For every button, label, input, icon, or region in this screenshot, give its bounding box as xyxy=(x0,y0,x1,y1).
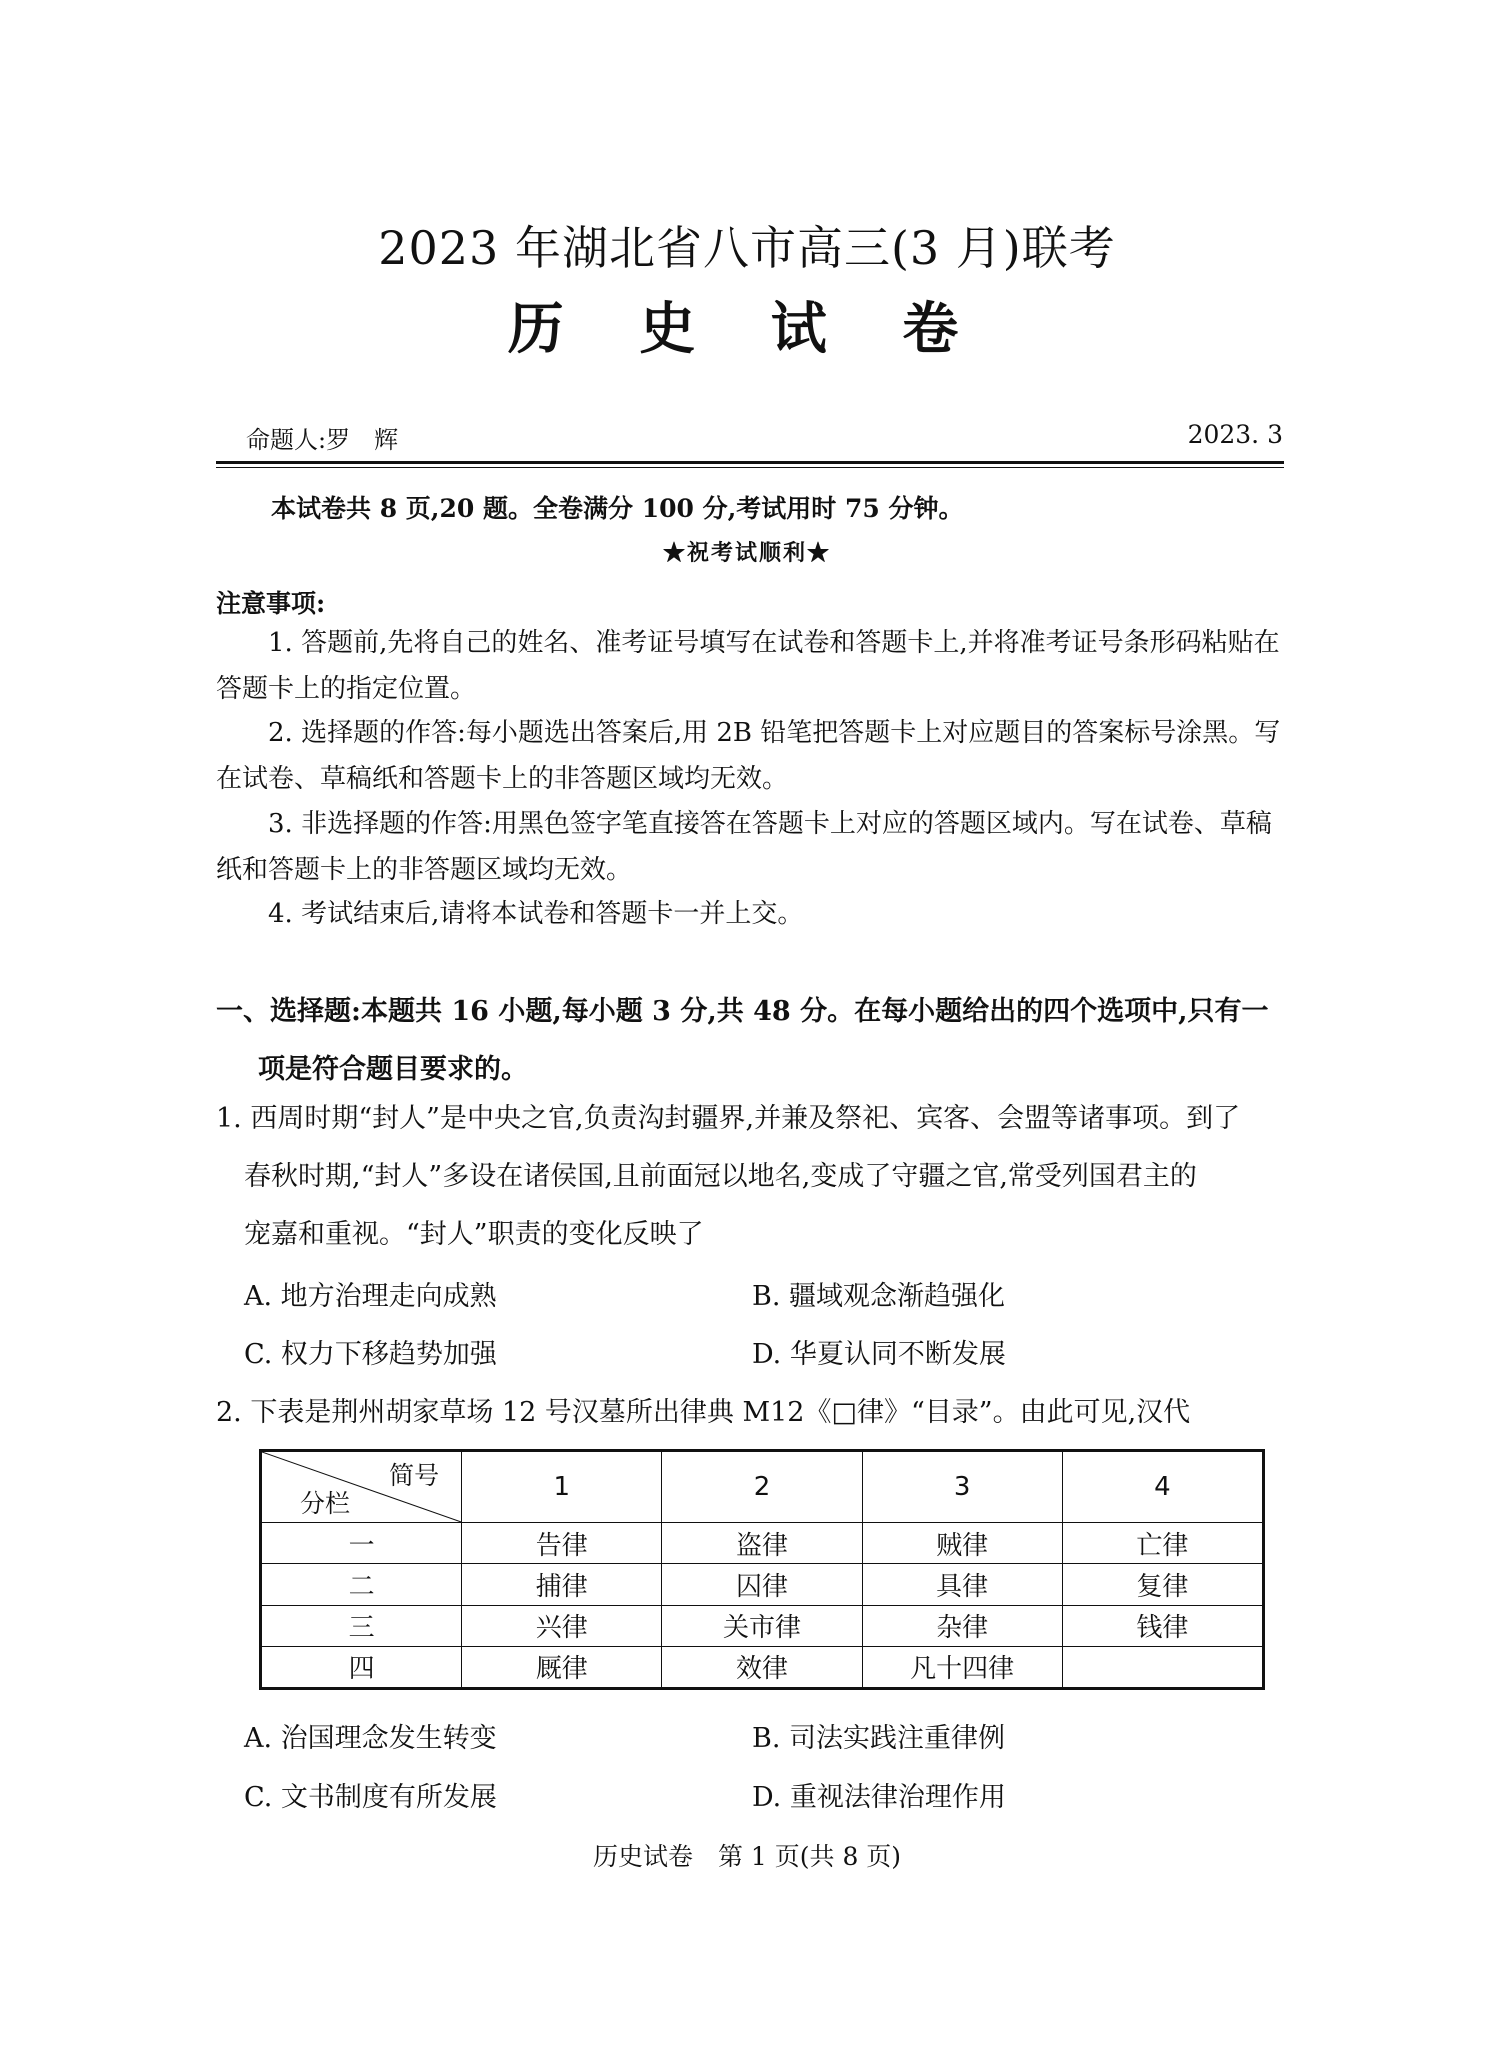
question-1-line1: 1. 西周时期“封人”是中央之官,负责沟封疆界,并兼及祭祀、宾客、会盟等诸事项。到了 xyxy=(216,1103,1241,1134)
table-row xyxy=(262,1564,1263,1605)
statute-table xyxy=(259,1449,1265,1690)
table-cell: 亡律 xyxy=(1062,1523,1262,1564)
notes-title: 注意事项: xyxy=(216,589,326,618)
table-cell: 盗律 xyxy=(662,1523,862,1564)
note-item: 4. 考试结束后,请将本试卷和答题卡一并上交。 xyxy=(268,899,804,929)
table-cell: 厩律 xyxy=(462,1646,662,1687)
question-2-option-c: C. 文书制度有所发展 xyxy=(244,1782,497,1813)
question-2-option-b: B. 司法实践注重律例 xyxy=(752,1723,1006,1754)
question-1-option-a: A. 地方治理走向成熟 xyxy=(244,1281,497,1312)
table-row xyxy=(262,1523,1263,1564)
exam-title: 2023 年湖北省八市高三(3 月)联考 xyxy=(378,221,1116,275)
section-heading-line1: 一、选择题:本题共 16 小题,每小题 3 分,共 48 分。在每小题给出的四个选项中,只有一 xyxy=(216,996,1269,1027)
table-cell: 凡十四律 xyxy=(862,1646,1062,1687)
table-column-header: 2 xyxy=(662,1452,862,1523)
table-row-label: 四 xyxy=(262,1646,462,1687)
table-cell: 杂律 xyxy=(862,1605,1062,1646)
table-cell: 贼律 xyxy=(862,1523,1062,1564)
table-cell: 具律 xyxy=(862,1564,1062,1605)
exam-summary: 本试卷共 8 页,20 题。全卷满分 100 分,考试用时 75 分钟。 xyxy=(271,494,964,523)
table-column-header: 3 xyxy=(862,1452,1062,1523)
question-1-option-d: D. 华夏认同不断发展 xyxy=(752,1339,1006,1370)
section-heading xyxy=(216,983,1284,1099)
question-1-option-c: C. 权力下移趋势加强 xyxy=(244,1339,497,1370)
table-cell: 关市律 xyxy=(662,1605,862,1646)
table-header-row xyxy=(262,1452,1263,1523)
subject-title: 历 史 试 卷 xyxy=(507,296,987,362)
note-item: 1. 答题前,先将自己的姓名、准考证号填写在试卷和答题卡上,并将准考证号条形码粘贴在答题卡上的指定位置。 xyxy=(216,628,1280,704)
table-column-header: 4 xyxy=(1062,1452,1262,1523)
table-cell: 复律 xyxy=(1062,1564,1262,1605)
table-row-label: 三 xyxy=(262,1605,462,1646)
table-row xyxy=(262,1646,1263,1687)
table-cell: 兴律 xyxy=(462,1605,662,1646)
question-1-option-b: B. 疆域观念渐趋强化 xyxy=(752,1281,1006,1312)
question-1-line3: 宠嘉和重视。“封人”职责的变化反映了 xyxy=(244,1219,704,1250)
table-cell: 告律 xyxy=(462,1523,662,1564)
corner-label-bottom: 分栏 xyxy=(300,1489,351,1518)
question-1-line2: 春秋时期,“封人”多设在诸侯国,且前面冠以地名,变成了守疆之官,常受列国君主的 xyxy=(244,1161,1197,1192)
table-row xyxy=(262,1605,1263,1646)
question-2-option-a: A. 治国理念发生转变 xyxy=(244,1723,497,1754)
exam-date: 2023. 3 xyxy=(1187,420,1283,449)
table-cell: 钱律 xyxy=(1062,1605,1262,1646)
question-1-stem xyxy=(216,1090,1284,1264)
table-cell: 捕律 xyxy=(462,1564,662,1605)
section-heading-line2: 项是符合题目要求的。 xyxy=(258,1054,528,1085)
corner-label-top: 简号 xyxy=(389,1461,440,1490)
table-row-label: 二 xyxy=(262,1564,462,1605)
header-rule-thin xyxy=(216,467,1284,468)
question-2-option-d: D. 重视法律治理作用 xyxy=(752,1782,1006,1813)
note-item: 3. 非选择题的作答:用黑色签字笔直接答在答题卡上对应的答题区域内。写在试卷、草稿纸和答题卡上的非答题区域均无效。 xyxy=(216,809,1272,885)
page-footer: 历史试卷 第 1 页(共 8 页) xyxy=(592,1842,902,1871)
table-cell xyxy=(1062,1646,1262,1687)
question-2-stem: 2. 下表是荆州胡家草场 12 号汉墓所出律典 M12《□律》“目录”。由此可见,汉代 xyxy=(216,1397,1191,1428)
note-item: 2. 选择题的作答:每小题选出答案后,用 2B 铅笔把答题卡上对应题目的答案标号涂黑。写在试卷、草稿纸和答题卡上的非答题区域均无效。 xyxy=(216,718,1281,794)
table-cell: 效律 xyxy=(662,1646,862,1687)
table-corner-cell xyxy=(262,1452,462,1523)
table-cell: 囚律 xyxy=(662,1564,862,1605)
table-row-label: 一 xyxy=(262,1523,462,1564)
table-column-header: 1 xyxy=(462,1452,662,1523)
blessing-line: ★祝考试顺利★ xyxy=(662,540,831,566)
header-rule-thick xyxy=(216,461,1284,464)
author-line: 命题人:罗 辉 xyxy=(246,426,399,454)
